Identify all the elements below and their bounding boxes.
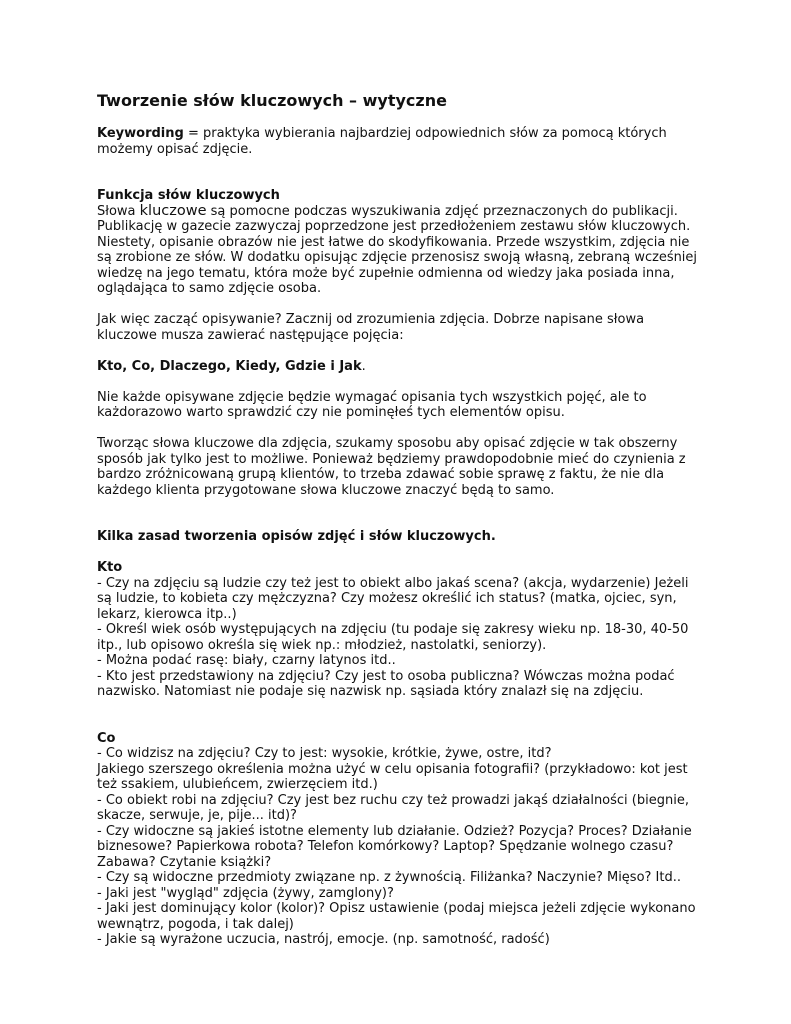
co-line: wewnątrz, pogoda, i tak dalej) <box>97 916 294 932</box>
co-line: skacze, serwuje, je, pije... itd)? <box>97 808 297 823</box>
kluczowe-word: kluczowe <box>139 202 207 219</box>
creating-line: bardzo zróżnicowaną grupą klientów, to trzeba zdawać sobie sprawę z faktu, że nie dla <box>97 467 665 482</box>
kto-line: nazwisko. Natomiast nie podaje się nazwisk np. sąsiada który znalazł się na zdjęciu. <box>97 684 644 699</box>
function-heading: Funkcja słów kluczowych <box>97 188 280 203</box>
co-line: biznesowe? Papierkowa robota? Telefon komórkowy? Laptop? Spędzanie wolnego czasu? <box>97 839 674 854</box>
creating-line: każdego klienta przygotowane słowa kluczowe znaczyć będą to samo. <box>97 482 555 498</box>
not-every-line: każdorazowo warto sprawdzić czy nie pominęłeś tych elementów opisu. <box>97 405 565 420</box>
function-line: Słowa kluczowe są pomocne podczas wyszukiwania zdjęć przeznaczonych do publikacji. <box>97 202 678 219</box>
kto-line: lekarz, kierowca itp..) <box>97 606 237 622</box>
questions-line: Kto, Co, Dlaczego, Kiedy, Gdzie i Jak. <box>97 358 366 374</box>
kto-line: - Czy na zdjęciu są ludzie czy też jest to obiekt albo jakaś scena? (akcja, wydarzenie) Jeżeli <box>97 575 689 591</box>
creating-line: Tworząc słowa kluczowe dla zdjęcia, szukamy sposobu aby opisać zdjęcie w tak obszerny <box>97 436 678 451</box>
co-line: - Czy widoczne są jakieś istotne elementy lub działanie. Odzież? Pozycja? Proces? Działanie <box>97 823 692 839</box>
questions-label: Kto, Co, Dlaczego, Kiedy, Gdzie i Jak <box>97 358 362 374</box>
co-line: - Czy są widoczne przedmioty związane np. z żywnością. Filiżanka? Naczynie? Mięso? Itd.. <box>97 870 682 885</box>
co-line: też ssakiem, ulubieńcem, zwierzęciem itd.) <box>97 777 378 792</box>
co-heading: Co <box>97 730 116 746</box>
rules-heading: Kilka zasad tworzenia opisów zdjęć i słów kluczowych. <box>97 529 496 544</box>
function-line: wiedzę na jego tematu, która może być zupełnie odmienna od wiedzy jaka posiada inna, <box>97 265 675 281</box>
function-line: są zrobione ze słów. W dodatku opisując zdjęcie przenosisz swoją własną, zebraną wcześniej <box>97 250 697 265</box>
kto-heading: Kto <box>97 560 123 575</box>
co-line: Jakiego szerszego określenia można użyć w celu opisania fotografii? (przykładowo: kot jest <box>97 761 688 777</box>
document-content <box>97 126 697 948</box>
kto-line: są ludzie, to kobieta czy mężczyzna? Czy możesz określić ich status? (matka, ojciec, syn, <box>97 591 677 606</box>
function-line: oglądająca to samo zdjęcie osoba. <box>97 281 322 296</box>
co-line: - Jaki jest "wygląd" zdjęcia (żywy, zamglony)? <box>97 885 394 901</box>
co-line: - Co widzisz na zdjęciu? Czy to jest: wysokie, krótkie, żywe, ostre, itd? <box>97 746 552 761</box>
kto-line: - Kto jest przedstawiony na zdjęciu? Czy jest to osoba publiczna? Wówczas można podać <box>97 668 675 684</box>
how-to-start-line: kluczowe musza zawierać następujące pojęcia: <box>97 327 404 343</box>
co-line: - Jaki jest dominujący kolor (kolor)? Opisz ustawienie (podaj miejsca jeżeli zdjęcie wykonano <box>97 901 696 916</box>
keywording-term: Keywording <box>97 126 184 141</box>
not-every-line: Nie każde opisywane zdjęcie będzie wymagać opisania tych wszystkich pojęć, ale to <box>97 389 647 405</box>
kto-line: itp., lub opisowo określa się wiek np.: młodzież, nastolatki, seniorzy). <box>97 637 547 653</box>
co-line: Zabawa? Czytanie książki? <box>97 854 272 870</box>
co-line: - Co obiekt robi na zdjęciu? Czy jest bez ruchu czy też prowadzi jakąś działalności (biegnie, <box>97 792 689 808</box>
intro-text: = praktyka wybierania najbardziej odpowiednich słów za pomocą których <box>183 126 667 141</box>
kto-line: - Określ wiek osób występujących na zdjęciu (tu podaje się zakresy wieku np. 18-30, 40-50 <box>97 622 689 637</box>
intro-line: możemy opisać zdjęcie. <box>97 141 253 157</box>
creating-line: sposób jak tylko jest to możliwe. Ponieważ będziemy prawdopodobnie mieć do czynienia z <box>97 451 686 467</box>
function-line: Niestety, opisanie obrazów nie jest łatwe do skodyfikowania. Przede wszystkim, zdjęcia nie <box>97 234 690 250</box>
how-to-start-line: Jak więc zacząć opisywanie? Zacznij od zrozumienia zdjęcia. Dobrze napisane słowa <box>97 312 645 327</box>
intro-line <box>97 126 697 142</box>
function-line: Publikację w gazecie zazwyczaj poprzedzone jest przedłożeniem zestawu słów kluczowych. <box>97 219 691 234</box>
co-line: - Jakie są wyrażone uczucia, nastrój, emocje. (np. samotność, radość) <box>97 932 550 947</box>
kto-line: - Można podać rasę: biały, czarny latynos itd.. <box>97 653 396 668</box>
page-title: Tworzenie słów kluczowych – wytyczne <box>97 91 447 110</box>
